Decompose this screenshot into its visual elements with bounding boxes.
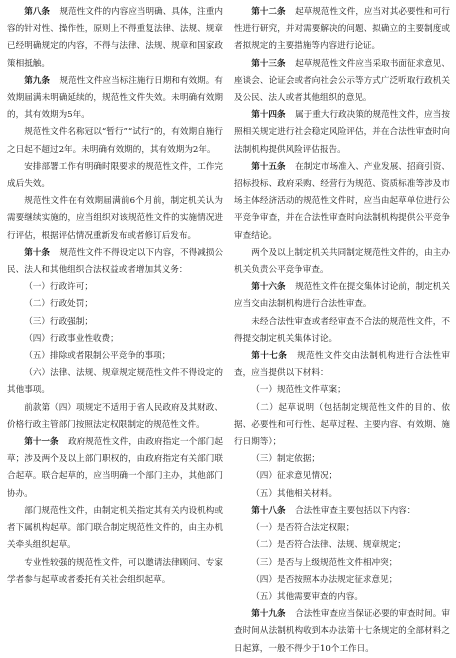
paragraph bbox=[7, 555, 223, 589]
paragraph-text: （一）规范性文件草案； bbox=[251, 385, 346, 396]
article-number: 第十三条 bbox=[251, 58, 286, 69]
paragraph-text: 合法性审查应当保证必要的审查时间。审查时间从法制机构收到本办法第十七条规定的全部材料之日起算，一般不得少于10个工作日。 bbox=[234, 609, 450, 654]
article-number: 第十九条 bbox=[251, 609, 286, 620]
article-number: 第八条 bbox=[24, 7, 51, 17]
article-number: 第十八条 bbox=[251, 505, 286, 516]
paragraph-text: 规范性文件名称冠以“暂行”“试行”的，有效期自施行之日起不超过2年。未明确有效期的，其有效期为2年。 bbox=[7, 127, 223, 155]
paragraph-text: 起草规范性文件，应当对其必要性和可行性进行研究，并对需要解决的问题、拟确立的主要制度或者拟规定的主要措施等内容进行论证。 bbox=[234, 7, 450, 52]
article-number: 第十二条 bbox=[251, 7, 286, 17]
paragraph bbox=[234, 279, 450, 313]
paragraph bbox=[234, 107, 450, 159]
paragraph-text: （五）排除或者限制公平竞争的事项； bbox=[24, 351, 171, 362]
paragraph bbox=[7, 245, 223, 279]
article-number: 第十五条 bbox=[251, 161, 286, 172]
right-column bbox=[234, 4, 450, 658]
list-item bbox=[7, 365, 223, 399]
paragraph-text: （四）行政事业性收费； bbox=[24, 333, 119, 344]
paragraph-text: （一）是否符合法定权限； bbox=[251, 523, 355, 534]
paragraph-text: （三）制定依据； bbox=[251, 454, 320, 465]
paragraph-text: （二）是否符合法律、法规、规章规定； bbox=[251, 540, 406, 551]
article-number: 第十七条 bbox=[251, 351, 288, 362]
article-number: 第十六条 bbox=[251, 282, 286, 293]
paragraph bbox=[234, 606, 450, 658]
paragraph-text: 规范性文件交由法制机构进行合法性审查，应当提供以下材料： bbox=[234, 351, 450, 379]
paragraph-text: （五）其他相关材料。 bbox=[251, 488, 338, 499]
article-number: 第九条 bbox=[24, 75, 51, 86]
paragraph bbox=[234, 348, 450, 382]
paragraph bbox=[7, 193, 223, 245]
list-item bbox=[7, 348, 223, 365]
paragraph-text: （五）其他需要审查的内容。 bbox=[251, 591, 363, 602]
paragraph-text: 规范性文件不得设定以下内容，不得减损公民、法人和其他组织合法权益或者增加其义务： bbox=[7, 247, 223, 276]
list-item bbox=[7, 314, 223, 331]
paragraph-text: （三）行政强制； bbox=[24, 316, 93, 327]
list-item bbox=[234, 572, 450, 589]
paragraph-text: （二）起草说明（包括制定规范性文件的目的、依据、必要性和可行性、起草过程、主要内容、有效期、施行日期等）； bbox=[234, 402, 450, 448]
paragraph bbox=[234, 245, 450, 279]
paragraph-text: （四）是否按照本办法规定征求意见； bbox=[251, 574, 398, 585]
paragraph-text: 起草规范性文件应当采取书面征求意见、座谈会、论证会或者向社会公示等方式广泛听取行政机关及公民、法人或者其他组织的意见。 bbox=[234, 58, 450, 104]
paragraph-text: 规范性文件在提交集体讨论前，制定机关应当交由法制机构进行合法性审查。 bbox=[234, 282, 450, 310]
paragraph-text: 未经合法性审查或者经审查不合法的规范性文件，不得提交制定机关集体讨论。 bbox=[234, 316, 450, 344]
paragraph-text: （三）是否与上级规范性文件相冲突； bbox=[251, 557, 398, 568]
paragraph-text: （一）行政许可； bbox=[24, 282, 93, 293]
paragraph-text: 专业性较强的规范性文件，可以邀请法律顾问、专家学者参与起草或者委托有关社会组织起草。 bbox=[7, 557, 223, 585]
paragraph-text: 规范性文件应当标注施行日期和有效期。有效期届满未明确延续的，规范性文件失效。未明确有效期的，其有效期为5年。 bbox=[7, 75, 223, 121]
paragraph bbox=[234, 159, 450, 245]
list-item bbox=[234, 555, 450, 572]
left-column bbox=[7, 4, 223, 589]
list-item bbox=[7, 331, 223, 348]
paragraph-text: 政府规范性文件，由政府指定一个部门起草；涉及两个及以上部门职权的，由政府指定有关部门联合起草。联合起草的，应当明确一个部门主办，其他部门协办。 bbox=[7, 437, 223, 499]
paragraph-text: 规范性文件的内容应当明确、具体，注重内容的针对性、操作性，原则上不得重复法律、法规、规章已经明确规定的内容，不得与法律、法规、规章和国家政策相抵触。 bbox=[7, 7, 223, 69]
paragraph bbox=[7, 124, 223, 158]
paragraph-text: 安排部署工作有明确时限要求的规范性文件，工作完成后失效。 bbox=[7, 161, 223, 190]
paragraph bbox=[234, 503, 450, 520]
list-item bbox=[7, 279, 223, 296]
article-number: 第十四条 bbox=[251, 110, 286, 121]
list-item bbox=[234, 589, 450, 606]
list-item bbox=[234, 382, 450, 399]
paragraph-text: 两个及以上制定机关共同制定规范性文件的，由主办机关负责公平竞争审查。 bbox=[234, 247, 450, 276]
paragraph bbox=[7, 73, 223, 125]
paragraph-text: （六）法律、法规、规章规定规范性文件不得设定的其他事项。 bbox=[7, 368, 223, 396]
paragraph bbox=[7, 434, 223, 503]
paragraph bbox=[234, 56, 450, 108]
list-item bbox=[7, 296, 223, 313]
list-item bbox=[234, 451, 450, 468]
paragraph-text: 合法性审查主要包括以下内容： bbox=[295, 505, 416, 516]
paragraph bbox=[7, 159, 223, 193]
list-item bbox=[234, 486, 450, 503]
list-item bbox=[234, 468, 450, 485]
paragraph-text: （二）行政处罚； bbox=[24, 299, 93, 310]
paragraph bbox=[234, 4, 450, 56]
paragraph-text: （四）征求意见情况； bbox=[251, 471, 338, 482]
paragraph-text: 前款第（四）项规定不适用于省人民政府及其财政、价格行政主管部门按照法定权限制定的规范性文件。 bbox=[7, 402, 223, 430]
list-item bbox=[234, 400, 450, 452]
paragraph bbox=[7, 400, 223, 434]
list-item bbox=[234, 537, 450, 554]
paragraph-text: 属于重大行政决策的规范性文件，应当按照相关规定进行社会稳定风险评估，并在合法性审查时向法制机构提供风险评估报告。 bbox=[234, 110, 450, 155]
article-number: 第十条 bbox=[24, 247, 51, 258]
paragraph-text: 在制定市场准入、产业发展、招商引资、招标投标、政府采购、经营行为规范、资质标准等涉及市场主体经济活动的规范性文件时，应当由起草单位进行公平竞争审查，并在合法性审查时向法制机构提供公平竞争审查结论。 bbox=[234, 161, 450, 241]
paragraph-text: 部门规范性文件，由制定机关指定其有关内设机构或者下属机构起草。部门联合制定规范性文件的，由主办机关牵头组织起草。 bbox=[7, 505, 223, 551]
article-number: 第十一条 bbox=[24, 437, 59, 448]
paragraph-text: 规范性文件在有效期届满前6个月前，制定机关认为需要继续实施的，应当组织对该规范性文件的实施情况进行评估，根据评估情况重新发布或者修订后发布。 bbox=[7, 196, 223, 241]
list-item bbox=[234, 520, 450, 537]
paragraph bbox=[7, 4, 223, 73]
paragraph bbox=[234, 314, 450, 348]
paragraph bbox=[7, 503, 223, 555]
